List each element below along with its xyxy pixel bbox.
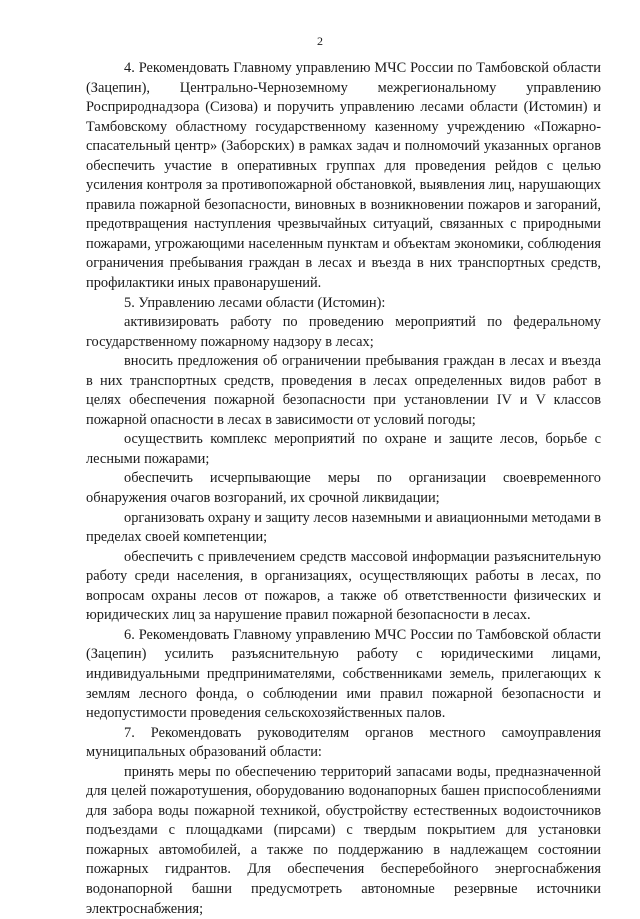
paragraph-item-4: 4. Рекомендовать Главному управлению МЧС России по Тамбовской области (Зацепин), Центрально-Черноземному межрегиональному управлению Росприроднадзора (Сизова) и поручить управлению лесами области (Истомин) и Тамбовскому областному государственному казенному учреждению «Пожарно-спасательный центр» (Заборских) в рамках задач и полномочий указанных органов обеспечить участие в оперативных группах для проведения рейдов с целью усиления контроля за противопожарной обстановкой, выявления лиц, нарушающих правила пожарной безопасности, виновных в возникновении пожаров и загораний, предотвращения наступления чрезвычайных ситуаций, связанных с природными пожарами, угрожающими населенным пунктам и объектам экономики, соблюдения ограничения пребывания граждан в лесах и въезда в них транспортных средств, профилактики иных правонарушений.	[86, 60, 601, 292]
paragraph-item-5-heading: 5. Управлению лесами области (Истомин):	[124, 294, 386, 311]
document-body	[86, 59, 601, 919]
paragraph-5-activize-supervision: активизировать работу по проведению мероприятий по федеральному государственному пожарному надзору в лесах;	[86, 314, 601, 350]
paragraph-7-water-supply: принять меры по обеспечению территорий запасами воды, предназначенной для целей пожаротушения, оборудованию водонапорных башен приспособлениями для забора воды пожарной техникой, обустройству естественных водоисточников подъездами с площадками (пирсами) с твердым покрытием для установки пожарных автомобилей, а также по поддержанию в надлежащем состоянии пожарных гидрантов. Для обеспечения бесперебойного энергоснабжения водонапорной башни предусмотреть автономные резервные источники электроснабжения;	[86, 763, 601, 917]
paragraph-5-fire-detection: обеспечить исчерпывающие меры по организации своевременного обнаружения очагов возгораний, их срочной ликвидации;	[86, 470, 601, 507]
paragraph-5-ground-air-protection: организовать охрану и защиту лесов наземными и авиационными методами в пределах своей компетенции;	[86, 509, 601, 546]
page-number: 2	[317, 34, 323, 48]
paragraph-item-6: 6. Рекомендовать Главному управлению МЧС России по Тамбовской области (Зацепин) усилить разъяснительную работу с юридическими лицами, индивидуальными предпринимателями, собственниками земель, прилегающих к землям лесного фонда, о соблюдении ими правил пожарной безопасности и недопустимости проведения сельскохозяйственных палов.	[86, 626, 601, 722]
paragraph-5-forest-protection: осуществить комплекс мероприятий по охране и защите лесов, борьбе с лесными пожарами;	[86, 431, 601, 467]
paragraph-5-submit-proposals: вносить предложения об ограничении пребывания граждан в лесах и въезда в них транспортных средств, проведения в лесах определенных видов работ в целях обеспечения пожарной безопасности при установлении IV и V классов пожарной опасности в лесах в зависимости от условий погоды;	[86, 353, 601, 428]
paragraph-item-7-heading: 7. Рекомендовать руководителям органов местного самоуправления муниципальных образований области:	[86, 724, 601, 761]
paragraph-5-media-outreach: обеспечить с привлечением средств массовой информации разъяснительную работу среди населения, в организациях, осуществляющих работы в лесах, по вопросам охраны лесов от пожаров, а также об ответственности физических и юридических лиц за нарушение правил пожарной безопасности в лесах.	[86, 548, 601, 624]
